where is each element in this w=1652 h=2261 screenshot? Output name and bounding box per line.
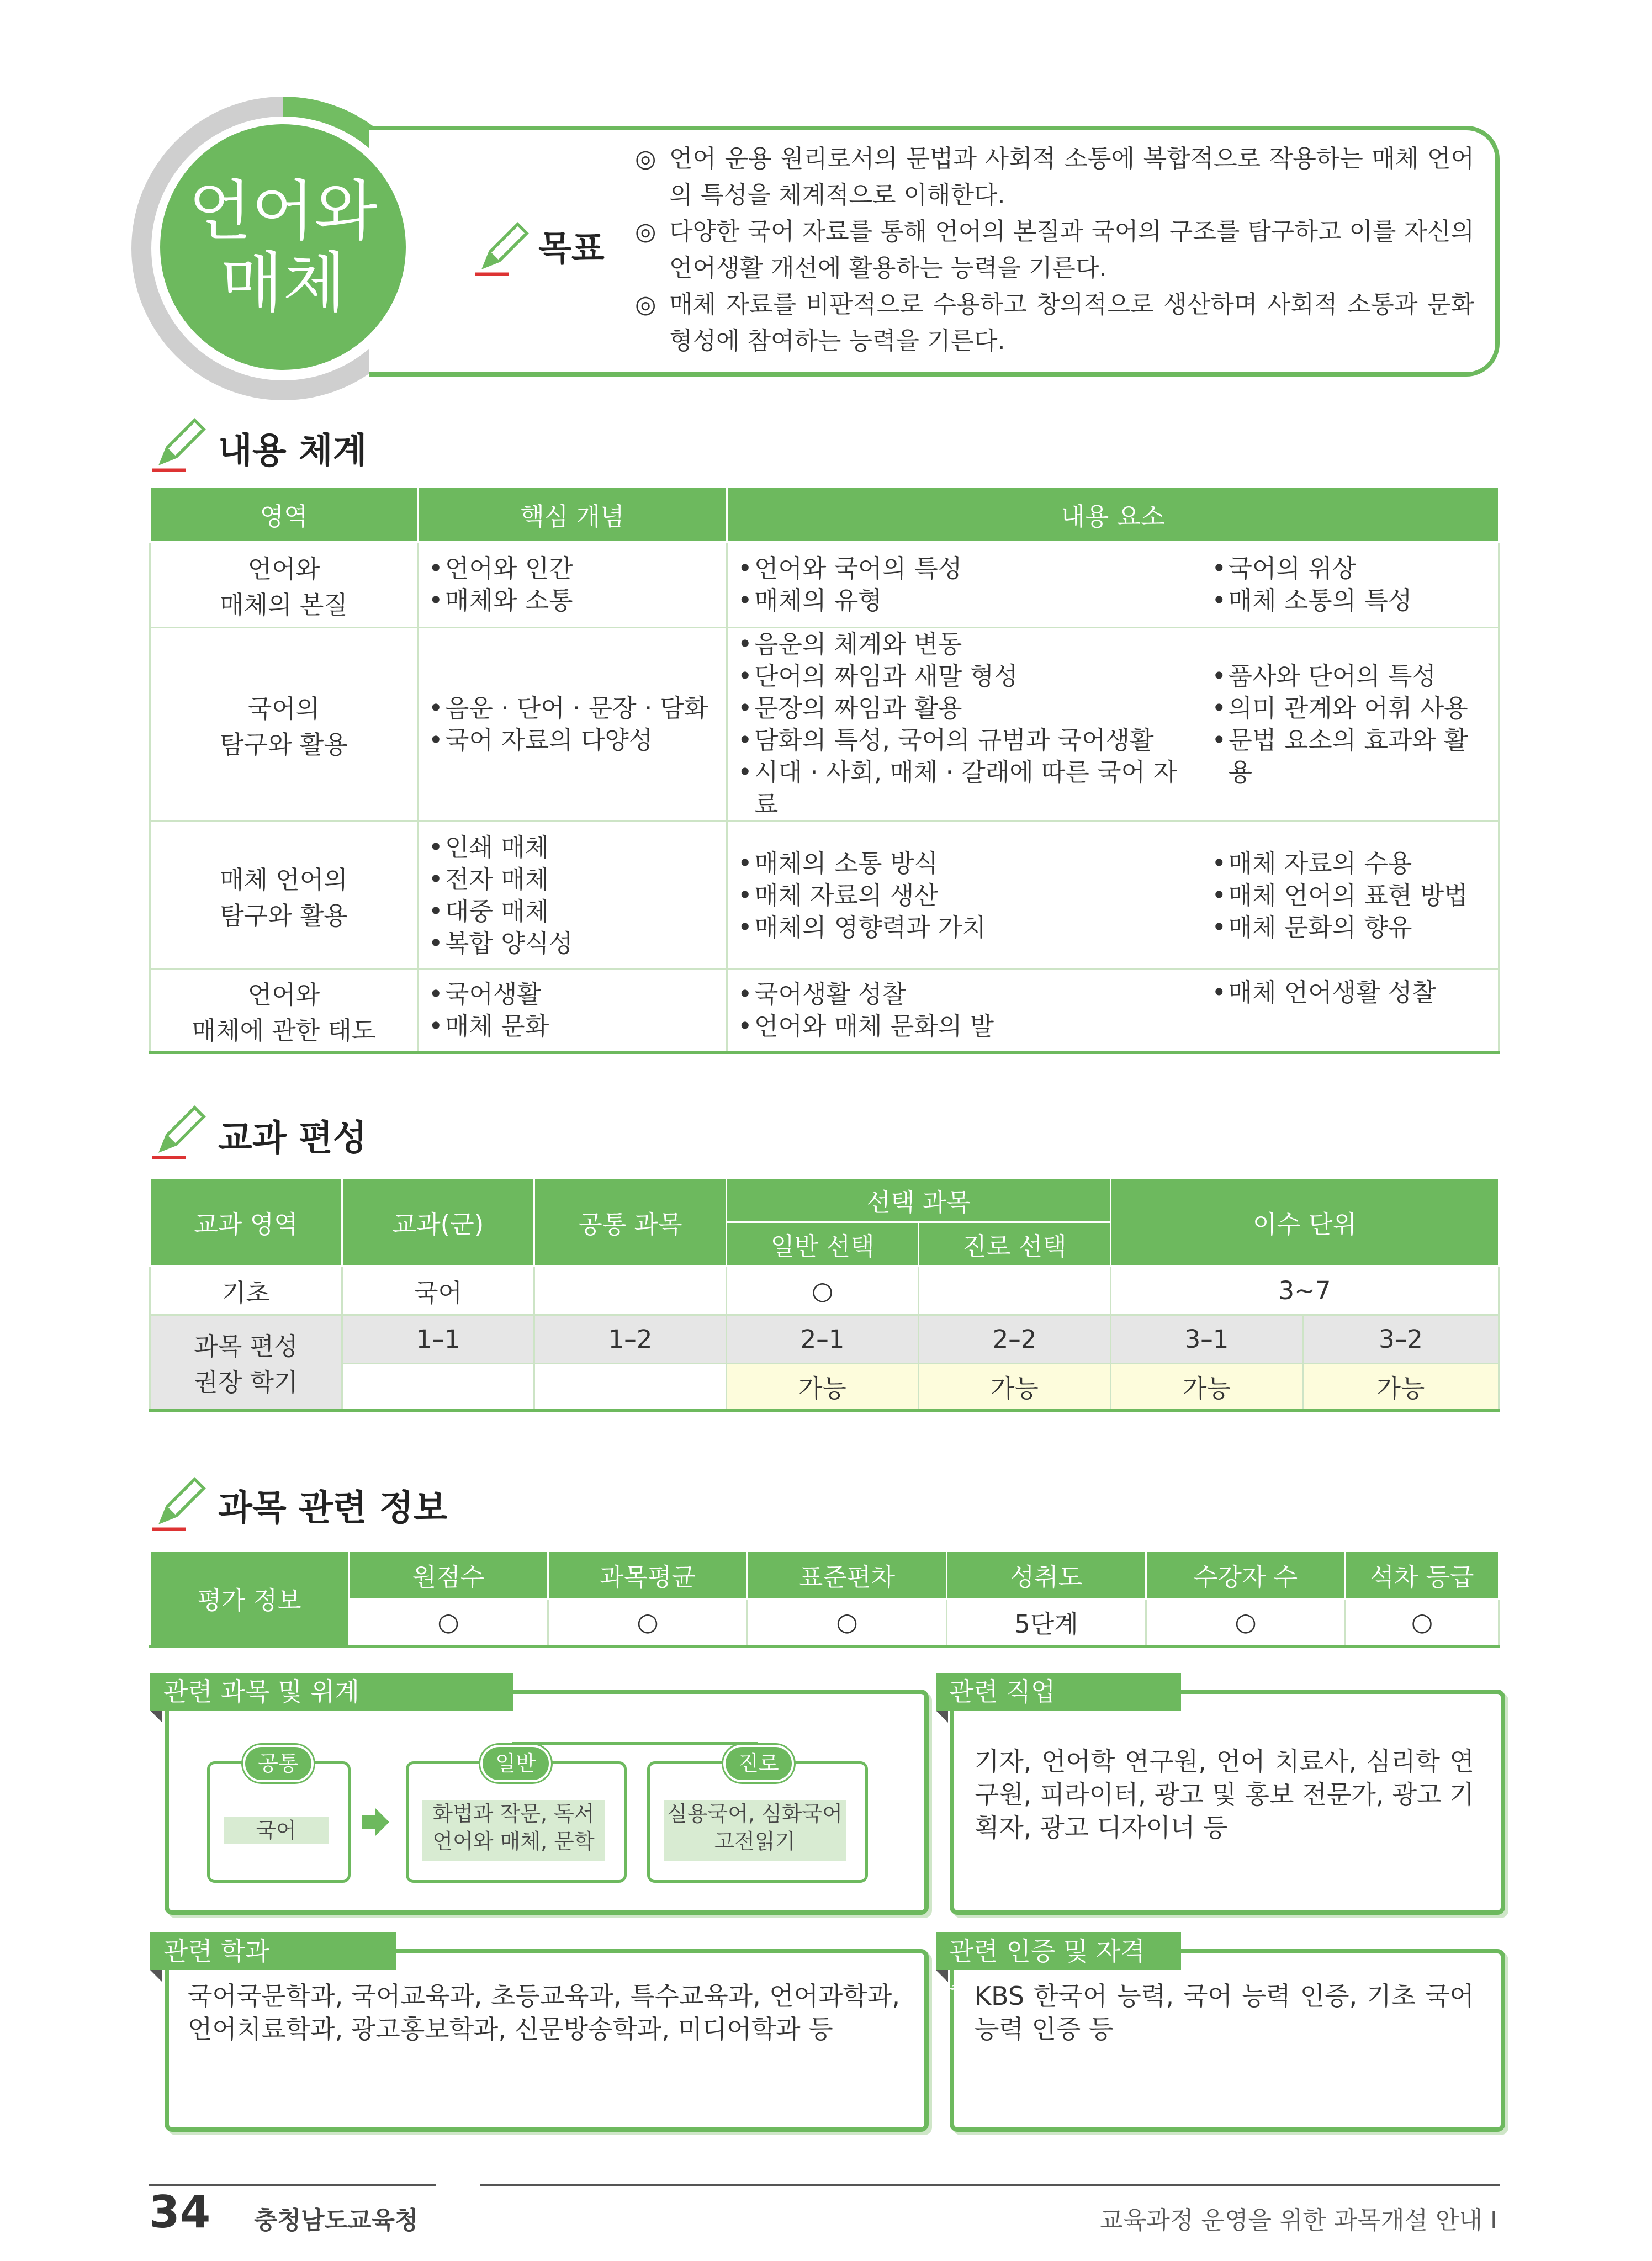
- pencil-icon: [149, 414, 210, 475]
- goal-label: 목표: [538, 228, 605, 268]
- related-departments-tag: 관련 학과: [150, 1932, 396, 1970]
- concept-cell: • 음운 · 단어 · 문장 · 담화 • 국어 자료의 다양성: [418, 628, 727, 822]
- footer-rule-left: [149, 2184, 436, 2186]
- evaluation-table: 평가 정보 원점수 과목평균 표준편차 성취도 수강자 수 석차 등급 ○ ○ ○ 5단계 ○ ○: [149, 1550, 1500, 1648]
- header-cell: 선택 과목: [727, 1178, 1111, 1222]
- related-certs-text: KBS 한국어 능력, 국어 능력 인증, 기초 국어 능력 인증 등: [975, 1981, 1474, 2044]
- related-certs-tag: 관련 인증 및 자격증: [936, 1932, 1181, 1970]
- eval-label: 평가 정보: [150, 1552, 349, 1646]
- header-cell: 공통 과목: [534, 1178, 727, 1267]
- header-cell: 내용 요소: [727, 487, 1499, 542]
- footer-guide-title: 교육과정 운영을 위한 과목개설 안내 I: [1099, 2206, 1497, 2234]
- footer-org: 충청남도교육청: [254, 2206, 419, 2234]
- element-cell: • 언어와 국어의 특성 • 매체의 유형: [727, 542, 1202, 628]
- content-system-table: [149, 486, 1500, 1054]
- common-subject: 국어: [224, 1817, 329, 1844]
- pencil-icon: [149, 1473, 210, 1534]
- footer-rule-right: [480, 2184, 1500, 2186]
- related-jobs-text: 기자, 언어학 연구원, 언어 치료사, 심리학 연구원, 피라이터, 광고 및 홍보 전문가, 광고 기획자, 광고 디자이너 등: [975, 1746, 1474, 1842]
- table-row: [150, 822, 1499, 970]
- table-row: 과목 편성 권장 학기 1–1 1–2 2–1 2–2 3–1 3–2: [150, 1315, 1499, 1364]
- table-row: 가능 가능 가능 가능: [150, 1364, 1499, 1410]
- semester-label-cell: 과목 편성 권장 학기: [150, 1315, 342, 1410]
- area-cell: 언어와 매체의 본질: [150, 542, 418, 628]
- element-cell: • 국어생활 성찰 • 언어와 매체 문화의 발: [727, 970, 1202, 1052]
- goal-item: ◎ 매체 자료를 비판적으로 수용하고 창의적으로 생산하며 사회적 소통과 문화 형성에 참여하는 능력을 기른다.: [635, 290, 1474, 355]
- subject-title-circle: [160, 124, 406, 370]
- pencil-icon: [472, 218, 533, 279]
- section-title-curriculum: 교과 편성: [218, 1118, 367, 1159]
- general-subjects: 화법과 작문, 독서 언어와 매체, 문학: [422, 1800, 605, 1861]
- related-departments-text: 국어국문학과, 국어교육과, 초등교육과, 특수교육과, 언어과학과, 언어치료학과, 광고홍보학과, 신문방송학과, 미디어학과 등: [188, 1981, 900, 2044]
- section-title-subject-info: 과목 관련 정보: [218, 1488, 448, 1529]
- subject-title-line1: 언어와: [188, 172, 378, 249]
- element-cell: • 매체 언어생활 성찰: [1202, 970, 1499, 1052]
- header-cell: 교과 영역: [150, 1178, 342, 1267]
- general-label: 일반: [480, 1745, 551, 1782]
- curriculum-table: [149, 1177, 1500, 1412]
- header-cell: 진로 선택: [919, 1222, 1111, 1267]
- table-row: ○ ○ ○ 5단계 ○ ○: [150, 1599, 1499, 1646]
- element-cell: • 국어의 위상 • 매체 소통의 특성: [1202, 542, 1499, 628]
- arrow-right-icon: [359, 1805, 392, 1839]
- concept-cell: • 인쇄 매체 • 전자 매체 • 대중 매체 • 복합 양식성: [418, 822, 727, 970]
- element-cell: • 품사와 단어의 특성 • 의미 관계와 어휘 사용 • 문법 요소의 효과와 활용: [1202, 628, 1499, 822]
- concept-cell: • 국어생활 • 매체 문화: [418, 970, 727, 1052]
- table-row: [150, 542, 1499, 628]
- header-cell: 핵심 개념: [418, 487, 727, 542]
- goal-item: ◎ 다양한 국어 자료를 통해 언어의 본질과 국어의 구조를 탐구하고 이를 자신의 언어생활 개선에 활용하는 능력을 기른다.: [635, 218, 1474, 282]
- career-subjects: 실용국어, 심화국어 고전읽기: [664, 1800, 846, 1861]
- area-cell: 매체 언어의 탐구와 활용: [150, 822, 418, 970]
- table-row: [150, 628, 1499, 822]
- page-number: 34: [149, 2186, 211, 2238]
- element-cell: • 매체의 소통 방식 • 매체 자료의 생산 • 매체의 영향력과 가치: [727, 822, 1202, 970]
- common-label: 공통: [243, 1745, 314, 1782]
- related-subjects-tag: 관련 과목 및 위계: [150, 1673, 513, 1711]
- element-cell: • 음운의 체계와 변동 • 단어의 짜임과 새말 형성 • 문장의 짜임과 활용 • 담화의 특성, 국어의 규범과 국어생활 • 시대 · 사회, 매체 · 갈래에 따른 국어 자료: [727, 628, 1202, 822]
- header-cell: 일반 선택: [727, 1222, 919, 1267]
- goal-item: ◎ 언어 운용 원리로서의 문법과 사회적 소통에 복합적으로 작용하는 매체 언어의 특성을 체계적으로 이해한다.: [635, 145, 1474, 209]
- header-cell: 이수 단위: [1111, 1178, 1499, 1267]
- header-cell: 영역: [150, 487, 418, 542]
- pencil-icon: [149, 1102, 210, 1162]
- related-jobs-tag: 관련 직업: [936, 1673, 1181, 1711]
- concept-cell: • 언어와 인간 • 매체와 소통: [418, 542, 727, 628]
- subject-title-line2: 매체: [220, 244, 346, 321]
- area-cell: 국어의 탐구와 활용: [150, 628, 418, 822]
- section-title-content-system: 내용 체계: [218, 431, 367, 472]
- goal-list: [635, 141, 1474, 359]
- area-cell: 언어와 매체에 관한 태도: [150, 970, 418, 1052]
- element-cell: • 매체 자료의 수용 • 매체 언어의 표현 방법 • 매체 문화의 향유: [1202, 822, 1499, 970]
- career-label: 진로: [723, 1745, 794, 1782]
- header-cell: 교과(군): [342, 1178, 534, 1267]
- table-row: [150, 970, 1499, 1052]
- table-row: 기초 국어 ○ 3~7: [150, 1267, 1499, 1315]
